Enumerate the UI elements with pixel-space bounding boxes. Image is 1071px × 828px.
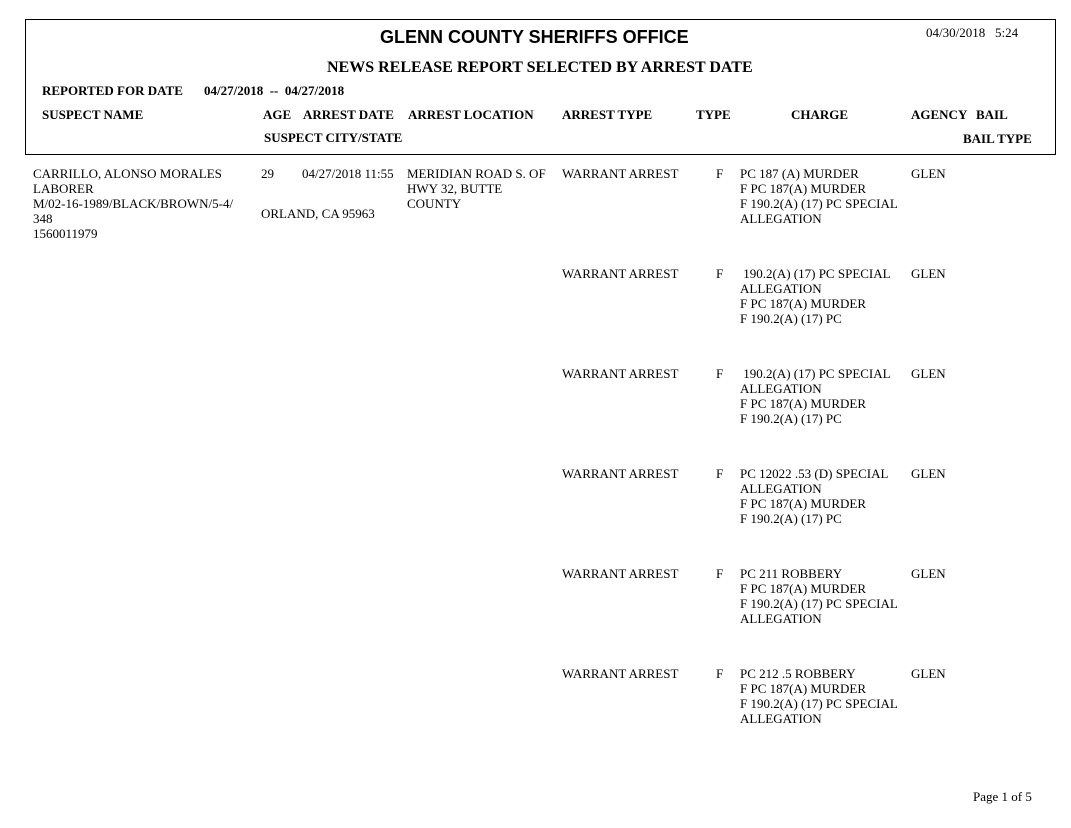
suspect-id-number: 1560011979: [33, 226, 98, 241]
charge-line: F PC 187(A) MURDER: [740, 496, 867, 511]
charge-line: F PC 187(A) MURDER: [740, 581, 867, 596]
charge-description: [740, 166, 898, 226]
col-arrest-type: ARREST TYPE: [562, 107, 653, 122]
charge-line: F PC 187(A) MURDER: [740, 681, 867, 696]
charge-line: ALLEGATION: [740, 611, 822, 626]
charge-line: ALLEGATION: [740, 281, 822, 296]
charge-type: F: [716, 566, 724, 581]
charge-line: F PC 187(A) MURDER: [740, 396, 867, 411]
charge-line: F 190.2(A) (17) PC SPECIAL: [740, 596, 898, 611]
charge-line: F 190.2(A) (17) PC SPECIAL: [740, 196, 898, 211]
charge-agency: GLEN: [911, 466, 946, 481]
suspect-age: 29: [261, 166, 274, 181]
charge-agency: GLEN: [911, 166, 946, 181]
col-bail: BAIL: [976, 107, 1008, 122]
suspect-info: [33, 166, 233, 241]
charge-line: PC 187 (A) MURDER: [740, 166, 859, 181]
charge-arrest-type: WARRANT ARREST: [562, 566, 679, 581]
arrest-location-line: COUNTY: [407, 196, 462, 211]
suspect-description: M/02-16-1989/BLACK/BROWN/5-4/: [33, 196, 234, 211]
charge-arrest-type: WARRANT ARREST: [562, 266, 679, 281]
charge-arrest-type: WARRANT ARREST: [562, 666, 679, 681]
suspect-description-cont: 348: [33, 211, 53, 226]
arrest-location-line: HWY 32, BUTTE: [407, 181, 503, 196]
page-number: Page 1 of 5: [973, 789, 1032, 804]
arrest-location-line: MERIDIAN ROAD S. OF: [407, 166, 546, 181]
charge-agency: GLEN: [911, 566, 946, 581]
charge-type: F: [716, 666, 724, 681]
charge-description: [740, 366, 891, 426]
suspect-arrest-date: 04/27/2018 11:55: [302, 166, 394, 181]
col-bail-type: BAIL TYPE: [963, 131, 1032, 146]
charge-type: F: [716, 466, 724, 481]
office-title: GLENN COUNTY SHERIFFS OFFICE: [380, 27, 689, 47]
col-charge: CHARGE: [791, 107, 849, 122]
suspect-occupation: LABORER: [33, 181, 94, 196]
suspect-city-state: ORLAND, CA 95963: [261, 206, 375, 221]
charge-line: ALLEGATION: [740, 711, 822, 726]
charge-agency: GLEN: [911, 366, 946, 381]
charge-description: [740, 566, 898, 626]
charge-description: [740, 266, 891, 326]
charge-line: F PC 187(A) MURDER: [740, 181, 867, 196]
charge-line: PC 12022 .53 (D) SPECIAL: [740, 466, 889, 481]
charge-line: ALLEGATION: [740, 381, 822, 396]
charge-line: F 190.2(A) (17) PC: [740, 311, 842, 326]
charge-line: 190.2(A) (17) PC SPECIAL: [740, 266, 891, 281]
charge-line: ALLEGATION: [740, 211, 822, 226]
report-subtitle: NEWS RELEASE REPORT SELECTED BY ARREST DATE: [327, 59, 753, 76]
print-date: 04/30/2018: [926, 25, 986, 40]
charge-line: F 190.2(A) (17) PC: [740, 411, 842, 426]
charge-type: F: [716, 266, 724, 281]
suspect-name: CARRILLO, ALONSO MORALES: [33, 166, 222, 181]
col-type: TYPE: [696, 107, 731, 122]
charge-line: 190.2(A) (17) PC SPECIAL: [740, 366, 891, 381]
charge-description: [740, 666, 898, 726]
print-time: 5:24: [995, 25, 1019, 40]
col-arrest-location: ARREST LOCATION: [408, 107, 534, 122]
charge-line: F PC 187(A) MURDER: [740, 296, 867, 311]
charge-line: F 190.2(A) (17) PC SPECIAL: [740, 696, 898, 711]
charge-line: F 190.2(A) (17) PC: [740, 511, 842, 526]
charge-type: F: [716, 166, 724, 181]
reported-for-date-label: REPORTED FOR DATE: [42, 83, 183, 98]
col-age: AGE: [263, 107, 292, 122]
col-agency: AGENCY: [911, 107, 968, 122]
col-suspect-city-state: SUSPECT CITY/STATE: [264, 130, 403, 145]
charge-type: F: [716, 366, 724, 381]
date-range: 04/27/2018 -- 04/27/2018: [204, 83, 345, 98]
col-arrest-date: ARREST DATE: [303, 107, 394, 122]
charge-line: ALLEGATION: [740, 481, 822, 496]
charge-agency: GLEN: [911, 266, 946, 281]
charge-arrest-type: WARRANT ARREST: [562, 366, 679, 381]
charge-arrest-type: WARRANT ARREST: [562, 166, 679, 181]
col-suspect-name: SUSPECT NAME: [42, 107, 144, 122]
charge-agency: GLEN: [911, 666, 946, 681]
charge-line: PC 211 ROBBERY: [740, 566, 843, 581]
arrest-location: [407, 166, 546, 211]
charge-line: PC 212 .5 ROBBERY: [740, 666, 856, 681]
charge-description: [740, 466, 888, 526]
charge-arrest-type: WARRANT ARREST: [562, 466, 679, 481]
